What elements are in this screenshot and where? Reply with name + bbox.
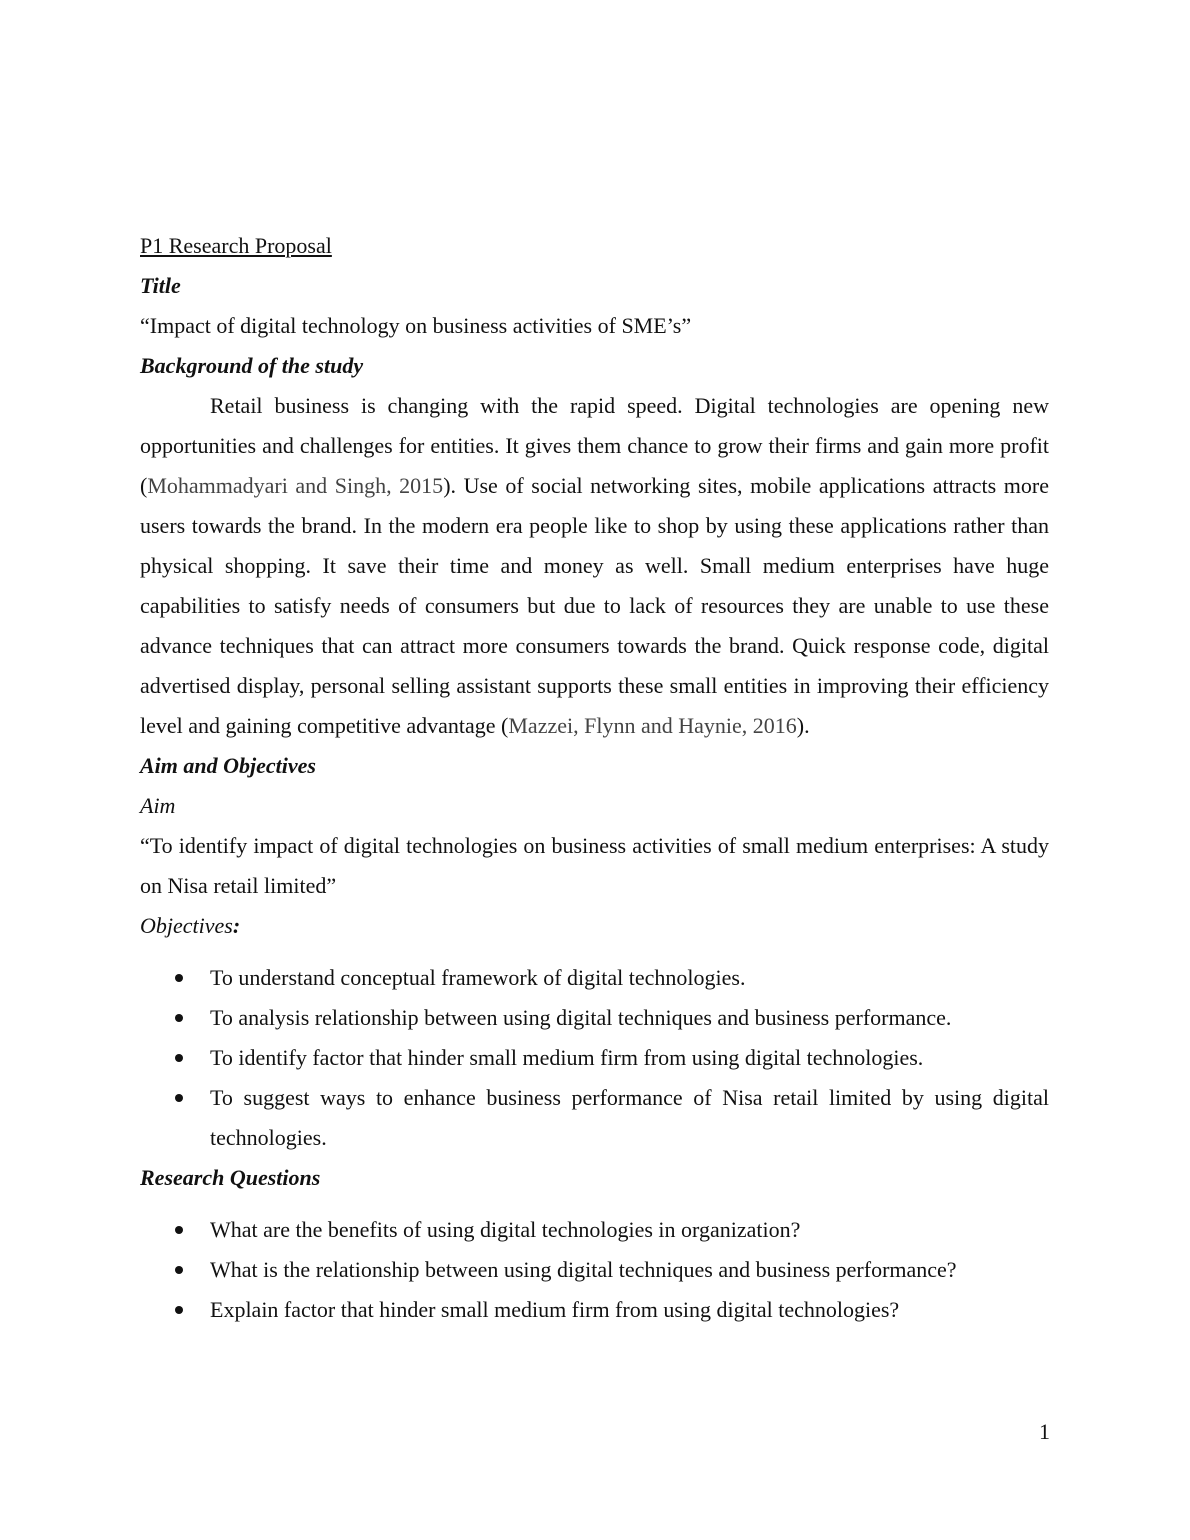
- section-label: P1 Research Proposal: [140, 233, 332, 258]
- objectives-colon: :: [232, 913, 241, 938]
- background-heading: Background of the study: [140, 353, 364, 378]
- bullet-icon: [175, 1094, 183, 1102]
- background-text-2: ). Use of social networking sites, mobile applications attracts more users towards the brand. In the modern era people like to shop by using these applications rather than physical shopping. It save their time and money as well. Small medium enterprises have huge capabilities to satisfy needs of consumers but due to lack of resources they are unable to use these advance techniques that can attract more consumers towards the brand. Quick response code, digital advertised display, personal selling assistant supports these small entities in improving their efficiency level and gaining competitive advantage (: [140, 473, 1049, 738]
- objective-text: To suggest ways to enhance business performance of Nisa retail limited by using digital technologies.: [210, 1085, 1049, 1150]
- title-heading: Title: [140, 273, 181, 298]
- aim-text: “To identify impact of digital technologies on business activities of small medium enterprises: A study on Nisa retail limited”: [140, 833, 1049, 898]
- page-number: 1: [1039, 1419, 1050, 1444]
- research-questions-heading: Research Questions: [140, 1165, 321, 1190]
- question-text: What are the benefits of using digital technologies in organization?: [210, 1217, 801, 1242]
- objective-text: To analysis relationship between using digital techniques and business performance.: [210, 1005, 952, 1030]
- objectives-label-line: [140, 906, 1049, 946]
- background-text-1: Retail business is changing with the rapid speed. Digital technologies are opening new opportunities and challenges for entities. It gives them chance to grow their firms and gain more profit (: [140, 393, 1049, 498]
- list-item: [140, 1078, 1049, 1158]
- citation-mohammadyari-singh: Mohammadyari and Singh, 2015: [147, 473, 444, 498]
- bullet-icon: [175, 1266, 183, 1274]
- background-paragraph: [140, 386, 1049, 746]
- research-questions-list: [140, 1210, 1049, 1330]
- list-item: [140, 1250, 1049, 1290]
- objectives-list: [140, 958, 1049, 1158]
- objectives-label: Objectives: [140, 913, 233, 938]
- list-item: [140, 1290, 1049, 1330]
- bullet-icon: [175, 1226, 183, 1234]
- list-item: [140, 998, 1049, 1038]
- question-text: Explain factor that hinder small medium firm from using digital technologies?: [210, 1297, 900, 1322]
- objective-text: To identify factor that hinder small medium firm from using digital technologies.: [210, 1045, 924, 1070]
- citation-mazzei-flynn-haynie: Mazzei, Flynn and Haynie, 2016: [508, 713, 797, 738]
- list-item: [140, 958, 1049, 998]
- title-text: “Impact of digital technology on business activities of SME’s”: [140, 313, 692, 338]
- objective-text: To understand conceptual framework of digital technologies.: [210, 965, 746, 990]
- document-body: [140, 226, 1049, 1330]
- aim-label: Aim: [140, 793, 176, 818]
- bullet-icon: [175, 974, 183, 982]
- background-text-3: ).: [796, 713, 810, 738]
- question-text: What is the relationship between using digital techniques and business performance?: [210, 1257, 957, 1282]
- list-item: [140, 1210, 1049, 1250]
- bullet-icon: [175, 1306, 183, 1314]
- aim-objectives-heading: Aim and Objectives: [140, 753, 316, 778]
- bullet-icon: [175, 1014, 183, 1022]
- bullet-icon: [175, 1054, 183, 1062]
- list-item: [140, 1038, 1049, 1078]
